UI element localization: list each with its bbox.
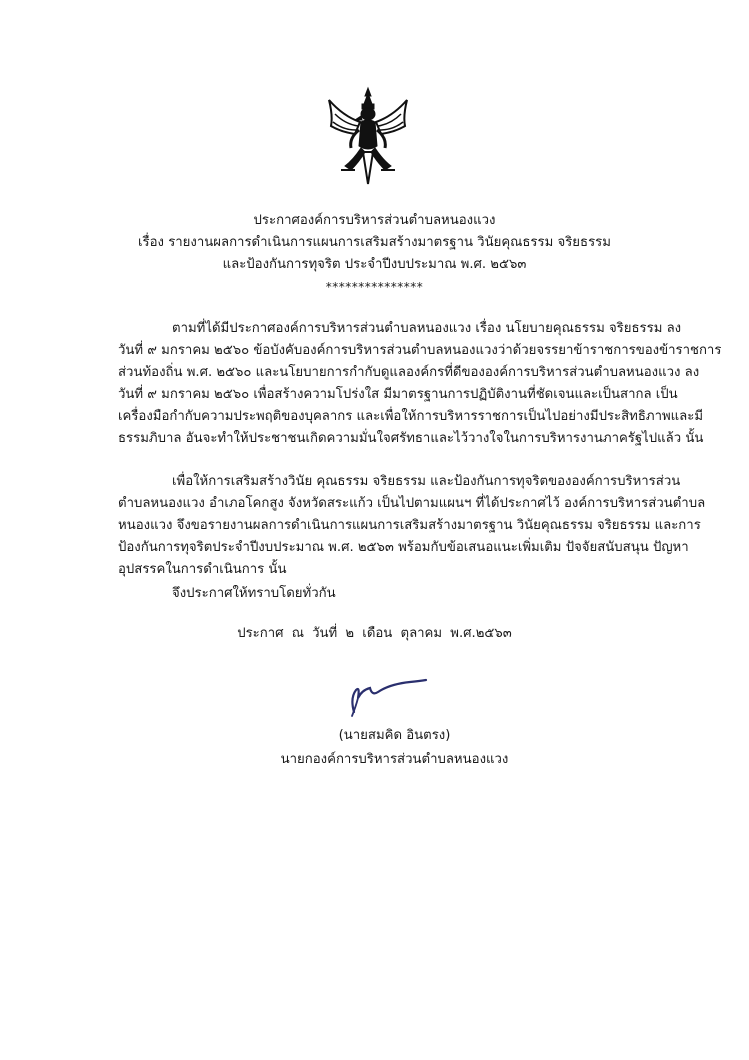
announcement-title: ประกาศองค์การบริหารส่วนตำบลหนองแวง [253,213,496,228]
paragraph-line: ตามที่ได้มีประกาศองค์การบริหารส่วนตำบลหนองแวง เรื่อง นโยบายคุณธรรม จริยธรรม ลง [172,321,682,336]
paragraph-line: ตำบลหนองแวง อำเภอโคกสูง จังหวัดสระแก้ว เป็นไปตามแผนฯ ที่ได้ประกาศไว้ องค์การบริหารส่วนตำบล [118,496,706,511]
subject-line: เรื่อง รายงานผลการดำเนินการแผนการเสริมสร้างมาตรฐาน วินัยคุณธรรม จริยธรรม [138,235,611,250]
paragraph-line: เครื่องมือกำกับความประพฤติของบุคลากร และเพื่อให้การบริหารราชการเป็นไปอย่างมีประสิทธิภาพและมี [118,409,704,424]
subject-line-continued: และป้องกันการทุจริต ประจำปีงบประมาณ พ.ศ. ๒๕๖๓ [222,257,527,272]
paragraph-2 [118,471,706,581]
separator-stars: *************** [325,280,424,294]
paragraph-1 [118,318,722,450]
paragraph-line: ธรรมภิบาล อันจะทำให้ประชาชนเกิดความมั่นใจศรัทธาและไว้วางใจในการบริหารงานภาครัฐไปแล้ว นั้น [118,431,704,446]
signatory-name: (นายสมคิด อินตรง) [338,728,451,743]
paragraph-line: เพื่อให้การเสริมสร้างวินัย คุณธรรม จริยธรรม และป้องกันการทุจริตขององค์การบริหารส่วน [172,474,681,489]
paragraph-line: วันที่ ๙ มกราคม ๒๕๖๐ ข้อบังคับองค์การบริหารส่วนตำบลหนองแวงว่าด้วยจรรยาข้าราชการของข้าราชการ [118,343,722,358]
paragraph-line: ป้องกันการทุจริตประจำปีงบประมาณ พ.ศ. ๒๕๖๓ พร้อมกับข้อเสนอแนะเพิ่มเติม ปัจจัยสนับสนุน ปัญหา [118,540,689,555]
garuda-emblem-icon [325,86,411,188]
announcement-date: ประกาศ ณ วันที่ ๒ เดือน ตุลาคม พ.ศ.๒๕๖๓ [237,626,512,641]
signature-icon [340,672,430,718]
paragraph-line: วันที่ ๙ มกราคม ๒๕๖๐ เพื่อสร้างความโปร่งใส มีมาตรฐานการปฏิบัติงานที่ชัดเจนและเป็นสากล เป็น [118,387,678,402]
closing-statement: จึงประกาศให้ทราบโดยทั่วกัน [172,586,336,601]
paragraph-line: ส่วนท้องถิ่น พ.ศ. ๒๕๖๐ และนโยบายการกำกับดูแลองค์กรที่ดีขององค์การบริหารส่วนตำบลหนองแวง ลง [118,365,700,380]
signatory-position: นายกองค์การบริหารส่วนตำบลหนองแวง [280,752,509,767]
paragraph-line: หนองแวง จึงขอรายงานผลการดำเนินการแผนการเสริมสร้างมาตรฐาน วินัยคุณธรรม จริยธรรม และการ [118,518,701,533]
paragraph-line: อุปสรรคในการดำเนินการ นั้น [118,562,287,577]
